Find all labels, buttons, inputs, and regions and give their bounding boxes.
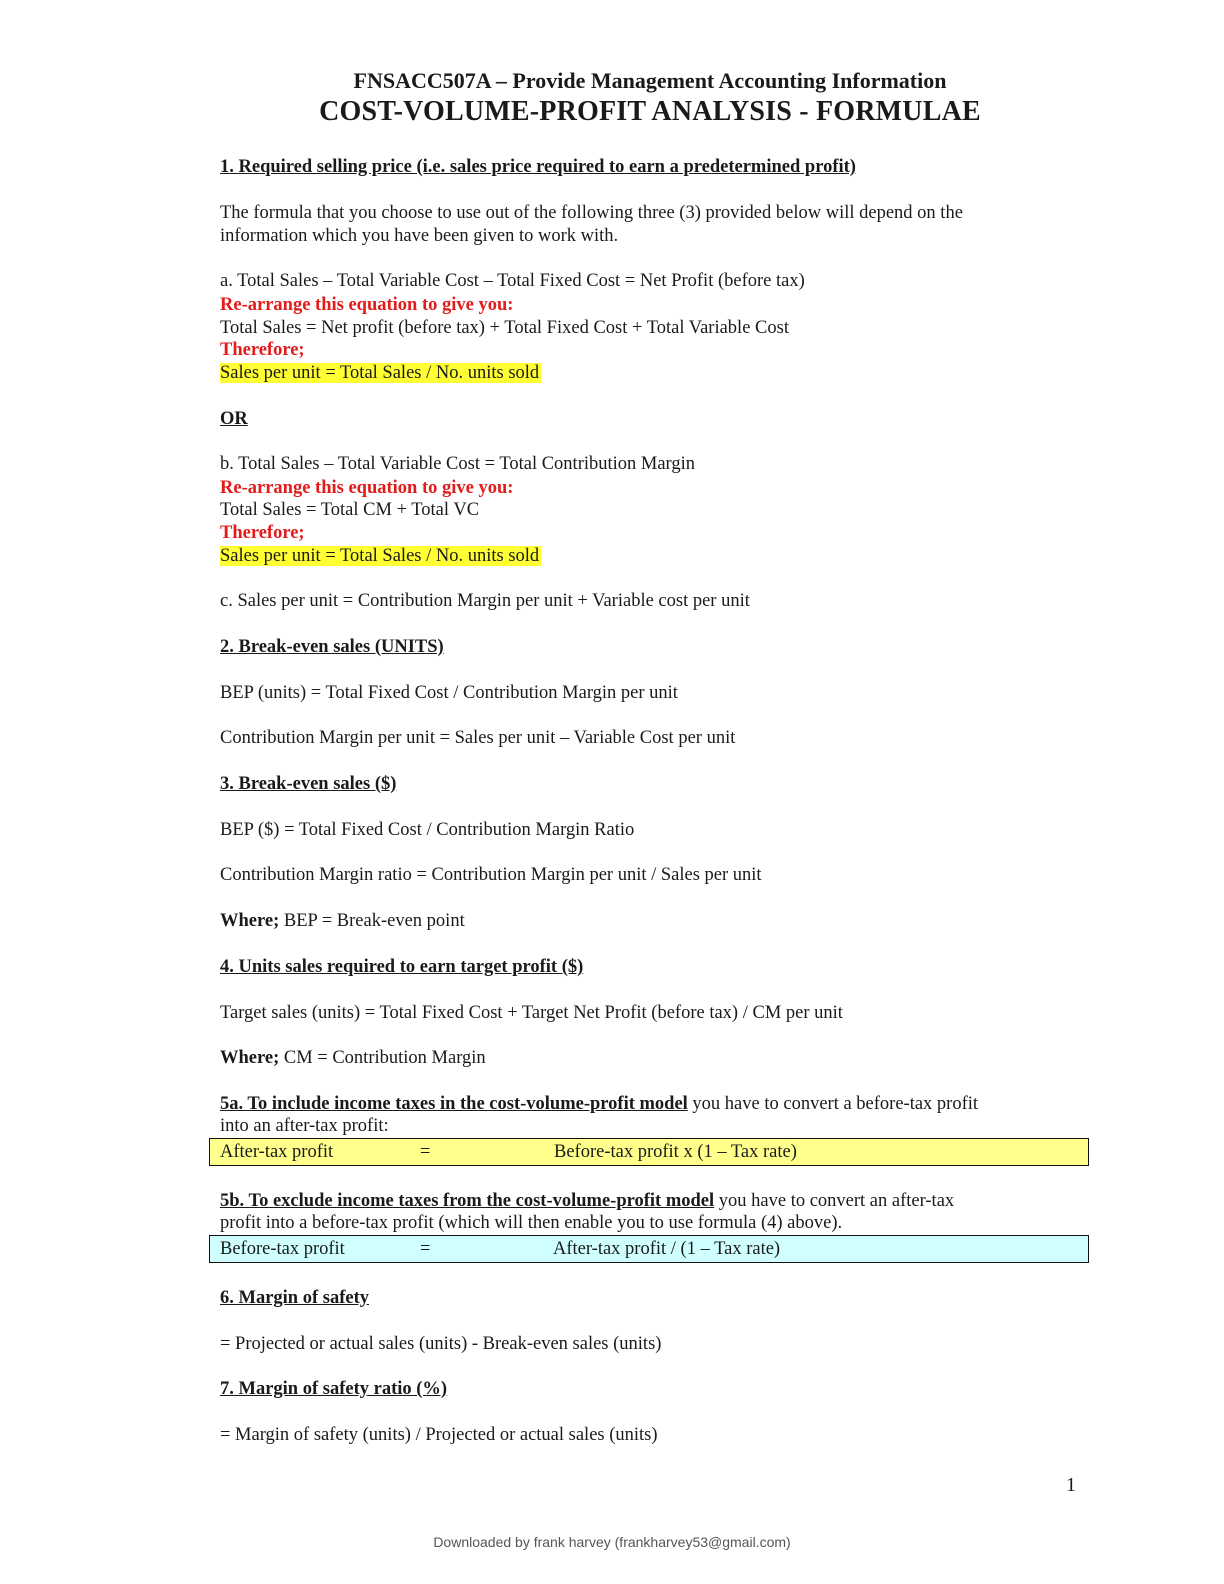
after-tax-formula: Before-tax profit x (1 – Tax rate) <box>554 1142 797 1162</box>
highlighted-formula: Sales per unit = Total Sales / No. units sold <box>220 363 540 383</box>
section-4-heading: 4. Units sales required to earn target profit ($) <box>220 957 584 977</box>
section-5a-intro-rest: you have to convert a before-tax profit <box>687 1094 979 1114</box>
section-5b-intro-line-2: profit into a before-tax profit (which will then enable you to use formula (4) above). <box>220 1213 843 1233</box>
section-7-heading: 7. Margin of safety ratio (%) <box>220 1379 448 1399</box>
equals-sign: = <box>420 1239 431 1259</box>
rearrange-note-b: Re-arrange this equation to give you: <box>220 478 514 498</box>
section-1-intro-line-2: information which you have been given to work with. <box>220 226 619 246</box>
page-number: 1 <box>1066 1474 1076 1496</box>
sales-per-unit-b <box>220 545 541 568</box>
formula-b: b. Total Sales – Total Variable Cost = Total Contribution Margin <box>220 454 696 474</box>
before-tax-formula: After-tax profit / (1 – Tax rate) <box>553 1239 781 1259</box>
cm-ratio-formula: Contribution Margin ratio = Contribution Margin per unit / Sales per unit <box>220 865 762 885</box>
where-bep <box>220 910 465 933</box>
margin-of-safety-formula: = Projected or actual sales (units) - Break-even sales (units) <box>220 1334 662 1354</box>
therefore-note-b: Therefore; <box>220 523 305 543</box>
section-5b-intro-rest: you have to convert an after-tax <box>714 1191 955 1211</box>
target-sales-formula: Target sales (units) = Total Fixed Cost + Target Net Profit (before tax) / CM per unit <box>220 1003 843 1023</box>
section-6-heading: 6. Margin of safety <box>220 1288 369 1308</box>
page-title: COST-VOLUME-PROFIT ANALYSIS - FORMULAE <box>319 96 981 127</box>
cm-per-unit-formula: Contribution Margin per unit = Sales per unit – Variable Cost per unit <box>220 728 736 748</box>
equals-sign: = <box>420 1142 431 1162</box>
after-tax-profit-label: After-tax profit <box>220 1142 334 1162</box>
before-tax-formula-box <box>209 1235 1089 1263</box>
bep-units-formula: BEP (units) = Total Fixed Cost / Contribution Margin per unit <box>220 683 678 703</box>
formula-a-rearranged: Total Sales = Net profit (before tax) + Total Fixed Cost + Total Variable Cost <box>220 318 789 338</box>
after-tax-formula-box <box>209 1138 1089 1166</box>
where-cm <box>220 1047 486 1070</box>
where-definition: BEP = Break-even point <box>279 911 465 931</box>
section-3-heading: 3. Break-even sales ($) <box>220 774 397 794</box>
rearrange-note-a: Re-arrange this equation to give you: <box>220 295 514 315</box>
formula-c: c. Sales per unit = Contribution Margin per unit + Variable cost per unit <box>220 591 750 611</box>
where-label: Where; <box>220 1048 280 1068</box>
section-5a-intro <box>220 1093 978 1116</box>
sales-per-unit-a <box>220 362 541 385</box>
formula-b-rearranged: Total Sales = Total CM + Total VC <box>220 500 480 520</box>
section-1-heading: 1. Required selling price (i.e. sales price required to earn a predetermined profit) <box>220 157 856 177</box>
formula-a: a. Total Sales – Total Variable Cost – Total Fixed Cost = Net Profit (before tax) <box>220 271 805 291</box>
before-tax-profit-label: Before-tax profit <box>220 1239 345 1259</box>
course-title: FNSACC507A – Provide Management Accounting Information <box>353 68 947 93</box>
download-footer: Downloaded by frank harvey (frankharvey53@gmail.com) <box>433 1534 791 1550</box>
section-5a-intro-line-2: into an after-tax profit: <box>220 1116 389 1136</box>
where-label: Where; <box>220 911 280 931</box>
section-5a-heading: 5a. To include income taxes in the cost-volume-profit model <box>220 1094 688 1114</box>
section-2-heading: 2. Break-even sales (UNITS) <box>220 637 444 657</box>
highlighted-formula: Sales per unit = Total Sales / No. units sold <box>220 546 540 566</box>
where-definition: CM = Contribution Margin <box>279 1048 486 1068</box>
bep-dollars-formula: BEP ($) = Total Fixed Cost / Contribution Margin Ratio <box>220 820 635 840</box>
section-5b-intro <box>220 1190 954 1213</box>
therefore-note-a: Therefore; <box>220 340 305 360</box>
section-1-intro-line-1: The formula that you choose to use out of the following three (3) provided below will depend on the <box>220 203 963 223</box>
or-label: OR <box>220 409 248 429</box>
margin-of-safety-ratio-formula: = Margin of safety (units) / Projected or actual sales (units) <box>220 1425 658 1445</box>
section-5b-heading: 5b. To exclude income taxes from the cost-volume-profit model <box>220 1191 715 1211</box>
